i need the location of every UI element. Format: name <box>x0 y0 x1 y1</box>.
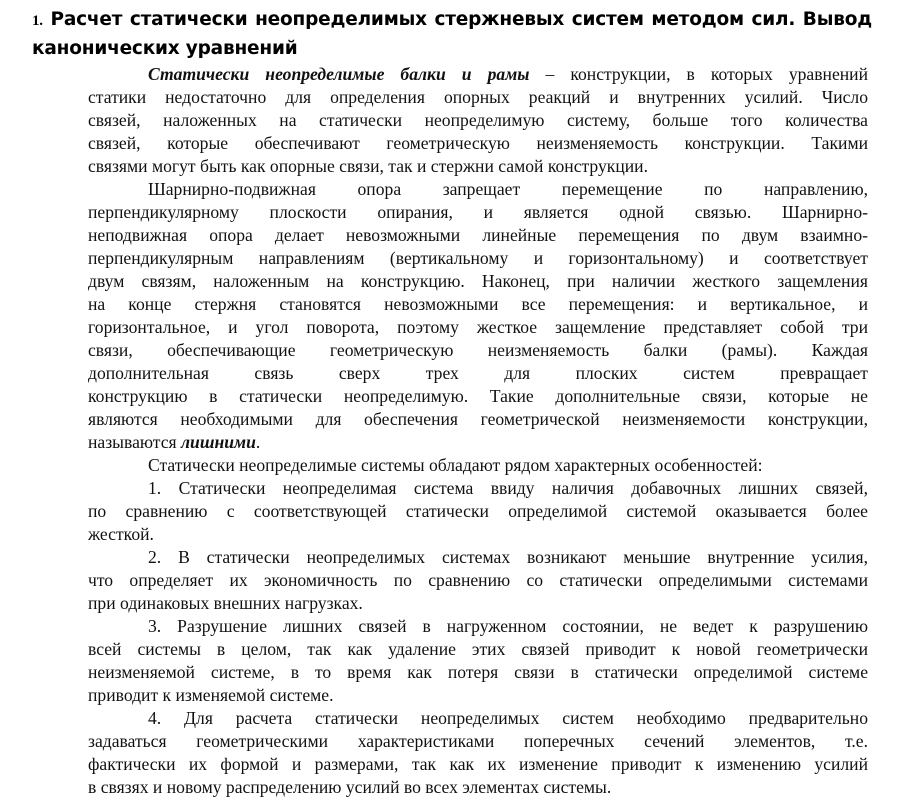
text-line <box>88 201 868 224</box>
text-segment: всей системы в целом, так как удаление этих связей приводит к новой геометрически <box>88 639 868 659</box>
text-line <box>88 730 868 753</box>
text-line <box>88 224 868 247</box>
text-segment: Шарнирно-подвижная опора запрещает перемещение по направлению, <box>148 179 868 199</box>
section-heading <box>32 6 872 62</box>
emphasized-term: Статически неопределимые балки и рамы <box>148 64 530 84</box>
text-line <box>88 362 868 385</box>
text-segment: неизменяемой системе, в то время как потеря связи в статически определимой системе <box>88 662 868 682</box>
text-segment: являются необходимыми для обеспечения геометрической неизменяемости конструкции, <box>88 409 868 429</box>
paragraph <box>88 63 868 178</box>
text-line <box>88 500 868 523</box>
text-segment: статики недостаточно для определения опорных реакций и внутренних усилий. Число <box>88 87 868 107</box>
text-segment: приводит к изменяемой системе. <box>88 685 334 705</box>
text-line <box>88 569 868 592</box>
text-segment: жесткой. <box>88 524 154 544</box>
text-line <box>88 638 868 661</box>
text-segment: Статически неопределимые системы обладают рядом характерных особенностей: <box>148 455 763 475</box>
paragraph <box>88 707 868 799</box>
text-line <box>88 63 868 86</box>
text-segment: при одинаковых внешних нагрузках. <box>88 593 363 613</box>
document-body <box>88 63 868 799</box>
text-segment: конструкцию в статически неопределимую. Такие дополнительные связи, которые не <box>88 386 868 406</box>
text-segment: связями могут быть как опорные связи, так и стержни самой конструкции. <box>88 156 648 176</box>
text-line <box>88 753 868 776</box>
text-line <box>88 684 868 707</box>
text-segment: 1. Статически неопределимая система ввиду наличия добавочных лишних связей, <box>148 478 868 498</box>
paragraph <box>88 546 868 615</box>
text-segment: задаваться геометрическими характеристиками поперечных сечений элементов, т.е. <box>88 731 868 751</box>
text-line <box>88 661 868 684</box>
text-line <box>88 523 868 546</box>
text-segment: на конце стержня становятся невозможными все перемещения: и вертикальное, и <box>88 294 868 314</box>
text-segment: . <box>255 432 261 452</box>
text-line <box>88 109 868 132</box>
text-line <box>88 132 868 155</box>
text-segment: связи, обеспечивающие геометрическую неизменяемость балки (рамы). Каждая <box>88 340 868 360</box>
text-line <box>88 86 868 109</box>
paragraph <box>88 454 868 477</box>
text-segment: 4. Для расчета статически неопределимых систем необходимо предварительно <box>148 708 868 728</box>
text-line <box>88 615 868 638</box>
text-line <box>88 707 868 730</box>
text-segment: двум связям, наложенным на конструкцию. Наконец, при наличии жесткого защемления <box>88 271 868 291</box>
text-line <box>88 477 868 500</box>
text-segment: перпендикулярным направлениям (вертикальному и горизонтальному) и соответствует <box>88 248 868 268</box>
text-segment: 3. Разрушение лишних связей в нагруженном состоянии, не ведет к разрушению <box>148 616 868 636</box>
text-segment: перпендикулярному плоскости опирания, и является одной связью. Шарнирно- <box>88 202 868 222</box>
text-line <box>88 316 868 339</box>
text-segment: связей, которые обеспечивают геометрическую неизменяемость конструкции. Такими <box>88 133 868 153</box>
section-title: Расчет статически неопределимых стержневых систем методом сил. Вывод канонических уравнений <box>32 9 872 59</box>
text-line <box>88 247 868 270</box>
text-segment: связей, наложенных на статически неопределимую систему, больше того количества <box>88 110 868 130</box>
paragraph <box>88 477 868 546</box>
text-segment: называются <box>88 432 181 452</box>
text-line <box>88 408 868 431</box>
text-line <box>88 270 868 293</box>
paragraph <box>88 178 868 454</box>
text-segment: по сравнению с соответствующей статически определимой системой оказывается более <box>88 501 868 521</box>
text-segment: – конструкции, в которых уравнений <box>529 64 869 84</box>
text-line <box>88 546 868 569</box>
text-line <box>88 431 868 454</box>
section-number: 1. <box>32 13 43 29</box>
text-line <box>88 592 868 615</box>
text-line <box>88 155 868 178</box>
text-line <box>88 776 868 799</box>
text-line <box>88 454 868 477</box>
text-segment: фактически их формой и размерами, так как их изменение приводит к изменению усилий <box>88 754 868 774</box>
emphasized-term: лишними <box>181 432 256 452</box>
text-segment: неподвижная опора делает невозможными линейные перемещения по двум взаимно- <box>88 225 868 245</box>
text-segment: дополнительная связь сверх трех для плоских систем превращает <box>88 363 868 383</box>
text-line <box>88 385 868 408</box>
text-segment: горизонтальное, и угол поворота, поэтому жесткое защемление представляет собой три <box>88 317 868 337</box>
text-segment: в связях и новому распределению усилий во всех элементах системы. <box>88 777 612 797</box>
text-line <box>88 339 868 362</box>
paragraph <box>88 615 868 707</box>
text-segment: что определяет их экономичность по сравнению со статически определимыми системами <box>88 570 868 590</box>
text-line <box>88 178 868 201</box>
text-segment: 2. В статически неопределимых системах возникают меньшие внутренние усилия, <box>148 547 868 567</box>
text-line <box>88 293 868 316</box>
